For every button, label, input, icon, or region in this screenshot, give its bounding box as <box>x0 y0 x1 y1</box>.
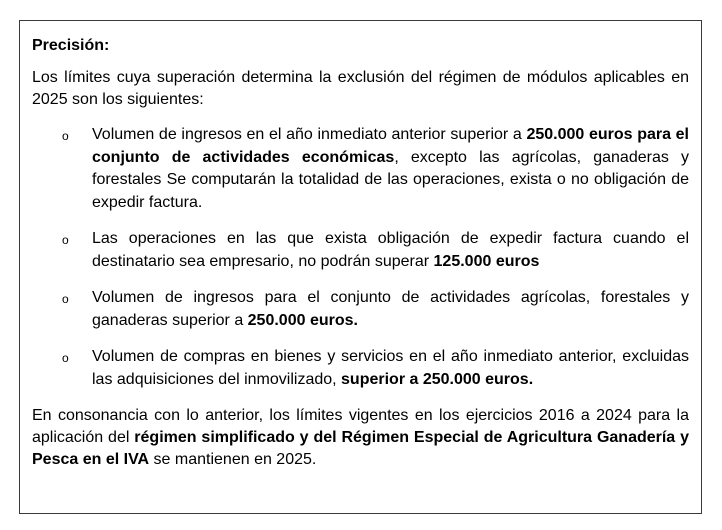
list-item <box>32 287 689 332</box>
list-item <box>32 124 689 214</box>
item-text: Volumen de ingresos para el conjunto de actividades agrícolas, forestales y ganaderas superior a <box>92 289 689 329</box>
item-text: Volumen de ingresos en el año inmediato anterior superior a <box>92 126 527 143</box>
item-text: Las operaciones en las que exista obligación de expedir factura cuando el destinatario sea empresario, no podrán superar <box>92 230 689 270</box>
item-bold: 250.000 euros para el conjunto de actividades económicas <box>92 126 689 166</box>
bullet-icon: o <box>62 129 69 143</box>
bullet-icon: o <box>62 292 69 306</box>
item-bold: superior a 250.000 euros. <box>341 370 534 388</box>
item-text: Volumen de compras en bienes y servicios en el año inmediato anterior, excluidas las adquisiciones del inmovilizado, <box>92 348 689 388</box>
intro-paragraph: Los límites cuya superación determina la exclusión del régimen de módulos aplicables en 2025 son los siguientes: <box>32 69 689 108</box>
limits-list <box>32 124 689 391</box>
list-item <box>32 346 689 391</box>
closing-text: En consonancia con lo anterior, los límites vigentes en los ejercicios 2016 a 2024 para la aplicación del <box>32 407 689 446</box>
closing-text: se mantienen en 2025. <box>149 451 317 468</box>
bullet-icon: o <box>62 351 69 365</box>
note-heading: Precisión: <box>32 37 110 54</box>
item-bold: 250.000 euros. <box>247 311 358 329</box>
item-bold: 125.000 euros <box>433 252 540 270</box>
closing-paragraph <box>32 405 689 471</box>
bullet-icon: o <box>62 233 69 247</box>
list-item <box>32 228 689 273</box>
item-text: , excepto las agrícolas, ganaderas y forestales Se computarán la totalidad de las operaciones, exista o no obligación de expedir factura. <box>92 148 689 211</box>
closing-bold: régimen simplificado y del Régimen Especial de Agricultura Ganadería y Pesca en el IVA <box>32 429 689 468</box>
note-box <box>19 20 702 514</box>
